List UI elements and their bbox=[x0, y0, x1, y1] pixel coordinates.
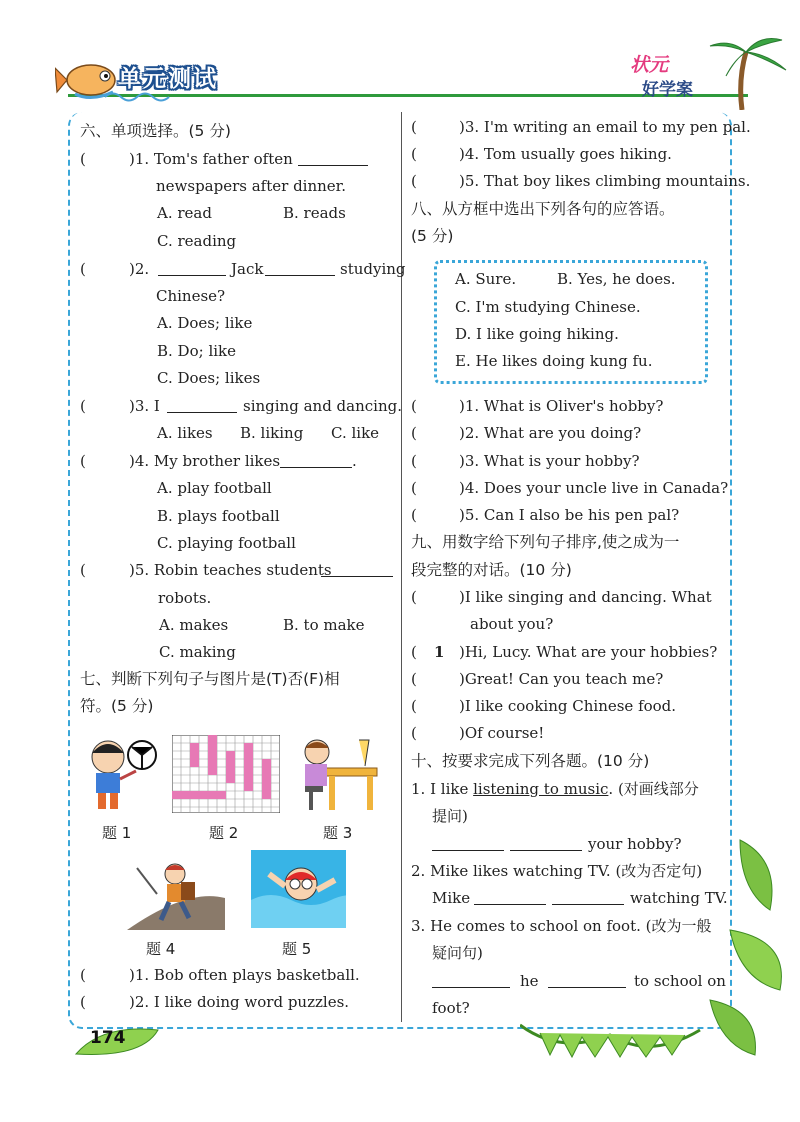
q6-1-option-b: B. reads bbox=[283, 204, 346, 222]
paren-open: ( bbox=[411, 145, 417, 163]
option-c: C. I'm studying Chinese. bbox=[455, 298, 641, 316]
paren-open: ( bbox=[411, 118, 417, 136]
answer-blank[interactable] bbox=[548, 973, 626, 988]
q6-3-option-b: B. liking bbox=[240, 424, 304, 442]
q10-2-answer-start: Mike bbox=[432, 889, 471, 907]
answer-blank[interactable] bbox=[432, 836, 504, 851]
hiker-climbing-picture bbox=[127, 858, 225, 930]
section-7-title: 七、判断下列句子与图片是(T)否(F)相 bbox=[80, 670, 340, 688]
q10-2-answer-end: watching TV. bbox=[630, 889, 728, 907]
unit-title: 单元测试 bbox=[118, 66, 218, 92]
paren-open: ( bbox=[411, 643, 417, 661]
boy-writing-at-desk-picture bbox=[295, 730, 380, 815]
q6-4-stem: )4. My brother likes bbox=[129, 452, 281, 470]
q10-1-pre: 1. I like bbox=[411, 780, 474, 798]
q6-2-option-a: A. Does; like bbox=[157, 314, 253, 332]
q6-2-option-b: B. Do; like bbox=[157, 342, 236, 360]
paren-open: ( bbox=[80, 993, 86, 1011]
option-a: A. Sure. bbox=[455, 270, 517, 288]
answer-blank[interactable] bbox=[265, 261, 335, 276]
paren-open: ( bbox=[80, 561, 86, 579]
paren-open: ( bbox=[411, 424, 417, 442]
dialogue-line-2: )Hi, Lucy. What are your hobbies? bbox=[459, 643, 718, 661]
word-puzzle-picture bbox=[172, 735, 280, 813]
q6-2-num: )2. bbox=[129, 260, 150, 278]
section-8-title-cont: (5 分) bbox=[411, 227, 454, 245]
brand-top: 状元 bbox=[630, 54, 669, 76]
q10-1 bbox=[411, 779, 699, 799]
picture-label-4: 题 4 bbox=[146, 940, 176, 958]
section-8-title: 八、从方框中选出下列各句的应答语。 bbox=[411, 200, 675, 218]
q6-3-end: singing and dancing. bbox=[243, 397, 402, 415]
q6-2-option-c: C. Does; likes bbox=[157, 369, 261, 387]
q8-2: )2. What are you doing? bbox=[459, 424, 642, 442]
q10-1-cont: 提问) bbox=[432, 807, 468, 825]
paren-open: ( bbox=[411, 588, 417, 606]
q7-3-statement: )3. I'm writing an email to my pen pal. bbox=[459, 118, 751, 136]
q6-3-option-c: C. like bbox=[331, 424, 380, 442]
picture-label-3: 题 3 bbox=[323, 824, 353, 842]
answer-blank[interactable] bbox=[510, 836, 582, 851]
q10-3-end: to school on bbox=[634, 972, 726, 990]
q8-1: )1. What is Oliver's hobby? bbox=[459, 397, 664, 415]
order-number: 1 bbox=[434, 643, 445, 661]
q10-3-mid: he bbox=[520, 972, 539, 990]
section-6-title: 六、单项选择。(5 分) bbox=[80, 122, 231, 140]
paren-open: ( bbox=[80, 150, 86, 168]
q6-5-stem-cont: robots. bbox=[158, 589, 212, 607]
q10-1-post: . (对画线部分 bbox=[608, 780, 699, 798]
section-10-title: 十、按要求完成下列各题。(10 分) bbox=[411, 752, 650, 770]
paren-open: ( bbox=[411, 724, 417, 742]
bottom-leaves-decoration bbox=[520, 1015, 720, 1060]
answer-blank[interactable] bbox=[474, 890, 546, 905]
q6-1-option-a: A. read bbox=[157, 204, 212, 222]
q10-1-underlined: listening to music bbox=[473, 780, 609, 798]
paren-open: ( bbox=[411, 452, 417, 470]
picture-label-5: 题 5 bbox=[282, 940, 312, 958]
dialogue-line-1: )I like singing and dancing. What bbox=[459, 588, 712, 606]
q10-3: 3. He comes to school on foot. (改为一般 bbox=[411, 917, 712, 935]
q6-2-end: studying bbox=[340, 260, 406, 278]
paren-open: ( bbox=[80, 260, 86, 278]
q6-1-stem-cont: newspapers after dinner. bbox=[156, 177, 346, 195]
picture-label-1: 题 1 bbox=[102, 824, 132, 842]
answer-blank[interactable] bbox=[552, 890, 624, 905]
q8-4: )4. Does your uncle live in Canada? bbox=[459, 479, 729, 497]
q6-3-option-a: A. likes bbox=[157, 424, 213, 442]
paren-open: ( bbox=[411, 479, 417, 497]
paren-open: ( bbox=[411, 397, 417, 415]
q6-4-end: . bbox=[352, 452, 357, 470]
paren-open: ( bbox=[411, 172, 417, 190]
section-7-title-cont: 符。(5 分) bbox=[80, 697, 154, 715]
boy-playing-ball-picture bbox=[78, 735, 160, 815]
section-9-title: 九、用数字给下列句子排序,使之成为一 bbox=[411, 533, 680, 551]
q6-4-option-b: B. plays football bbox=[157, 507, 280, 525]
picture-label-2: 题 2 bbox=[209, 824, 239, 842]
paren-open: ( bbox=[411, 697, 417, 715]
q6-5-option-c: C. making bbox=[159, 643, 236, 661]
q6-3-stem: )3. I bbox=[129, 397, 160, 415]
paren-open: ( bbox=[80, 452, 86, 470]
q6-2-mid: Jack bbox=[231, 260, 264, 278]
section-9-title-cont: 段完整的对话。(10 分) bbox=[411, 561, 572, 579]
option-d: D. I like going hiking. bbox=[455, 325, 619, 343]
brand-logo bbox=[630, 50, 693, 100]
q10-2: 2. Mike likes watching TV. (改为否定句) bbox=[411, 862, 703, 880]
q10-1-answer-end: your hobby? bbox=[588, 835, 682, 853]
paren-open: ( bbox=[411, 670, 417, 688]
q6-4-option-a: A. play football bbox=[157, 479, 272, 497]
palm-tree-icon bbox=[690, 30, 790, 110]
answer-blank[interactable] bbox=[298, 151, 368, 166]
dialogue-line-5: )Of course! bbox=[459, 724, 545, 742]
page-number: 174 bbox=[90, 1028, 126, 1048]
q6-1-stem: )1. Tom's father often bbox=[129, 150, 293, 168]
q6-5-option-a: A. makes bbox=[159, 616, 229, 634]
dialogue-line-1-cont: about you? bbox=[470, 615, 554, 633]
q7-5-statement: )5. That boy likes climbing mountains. bbox=[459, 172, 751, 190]
paren-open: ( bbox=[80, 397, 86, 415]
answer-blank[interactable] bbox=[167, 398, 237, 413]
dialogue-line-3: )Great! Can you teach me? bbox=[459, 670, 664, 688]
paren-open: ( bbox=[411, 506, 417, 524]
answer-blank[interactable] bbox=[321, 562, 393, 577]
answer-blank[interactable] bbox=[158, 261, 226, 276]
q6-1-option-c: C. reading bbox=[157, 232, 237, 250]
q7-4-statement: )4. Tom usually goes hiking. bbox=[459, 145, 672, 163]
paren-open: ( bbox=[80, 966, 86, 984]
q8-5: )5. Can I also be his pen pal? bbox=[459, 506, 680, 524]
q7-2-statement: )2. I like doing word puzzles. bbox=[129, 993, 350, 1011]
q7-1-statement: )1. Bob often plays basketball. bbox=[129, 966, 360, 984]
q10-3-tail: foot? bbox=[432, 999, 470, 1017]
q6-5-stem: )5. Robin teaches students bbox=[129, 561, 332, 579]
boy-swimming-picture bbox=[251, 850, 346, 928]
dialogue-line-4: )I like cooking Chinese food. bbox=[459, 697, 677, 715]
brand-bottom: 好学案 bbox=[642, 80, 693, 100]
option-e: E. He likes doing kung fu. bbox=[455, 352, 653, 370]
q10-3-cont: 疑问句) bbox=[432, 944, 483, 962]
answer-blank[interactable] bbox=[280, 453, 352, 468]
q6-5-option-b: B. to make bbox=[283, 616, 365, 634]
q6-4-option-c: C. playing football bbox=[157, 534, 296, 552]
q6-2-stem-cont: Chinese? bbox=[156, 287, 226, 305]
column-divider bbox=[401, 112, 402, 1022]
answer-blank[interactable] bbox=[432, 973, 510, 988]
q8-3: )3. What is your hobby? bbox=[459, 452, 640, 470]
option-b: B. Yes, he does. bbox=[557, 270, 676, 288]
